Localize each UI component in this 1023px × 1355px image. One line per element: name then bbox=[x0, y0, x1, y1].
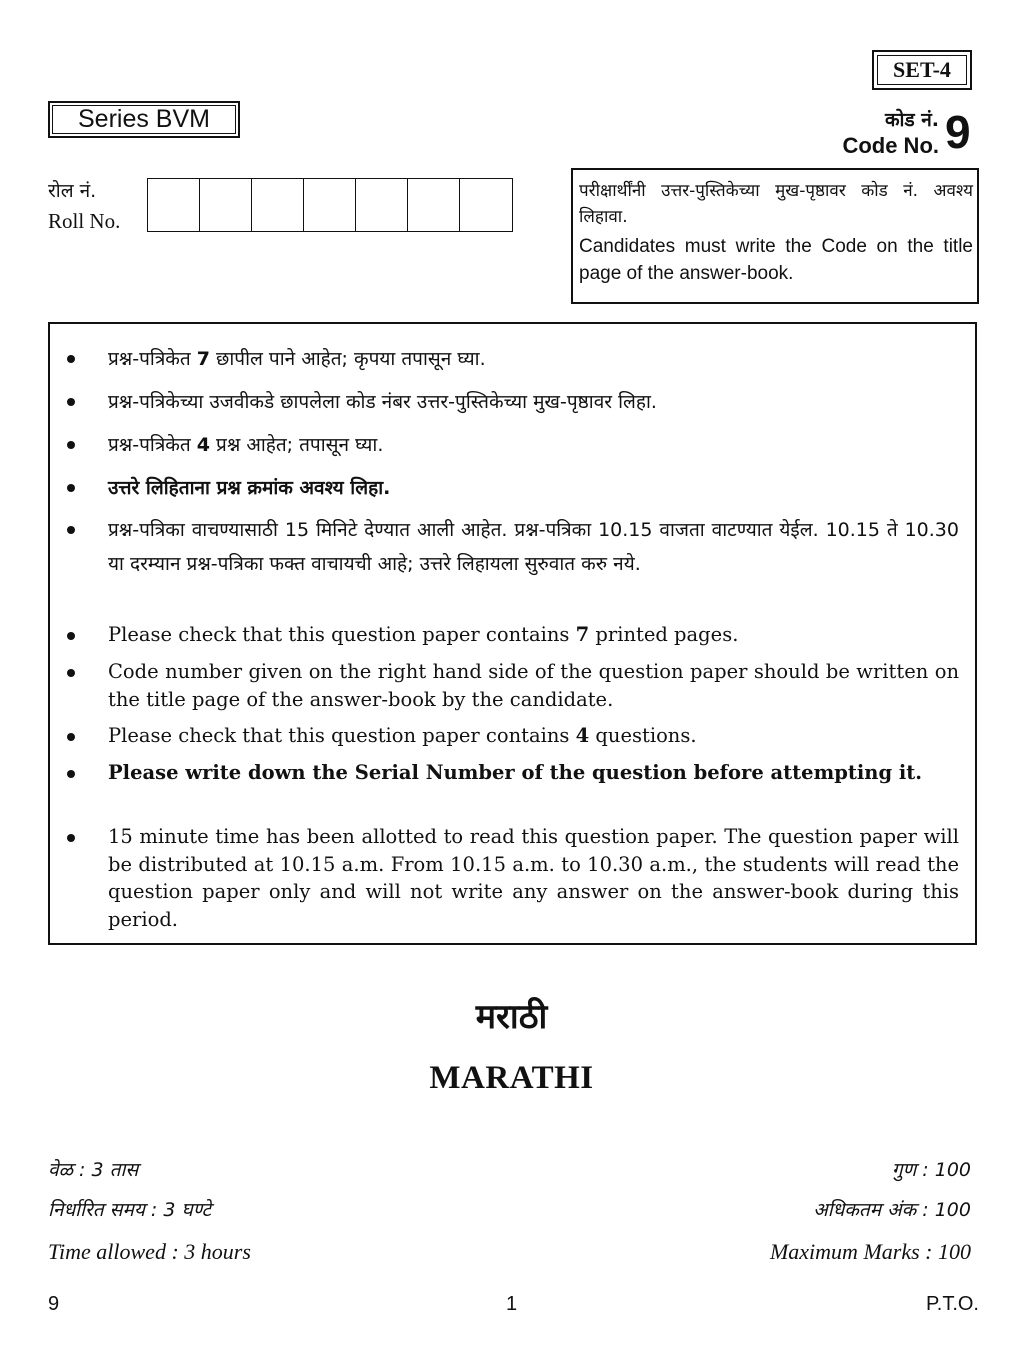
instruction-text bbox=[108, 621, 959, 649]
bullet-icon bbox=[67, 770, 75, 778]
roll-number-grid[interactable] bbox=[147, 178, 513, 232]
instruction-text: Please write down the Serial Number of the question before attempting it. bbox=[108, 761, 923, 784]
time-marathi-1: वेळ : 3 तास bbox=[48, 1159, 139, 1181]
instruction-text: प्रश्न-पत्रिका वाचण्यासाठी 15 मिनिटे देण्यात आली आहेत. प्रश्न-पत्रिका 10.15 वाजता वाटण्यात येईल. 10.15 ते 10.30 या दरम्यान प्रश्न-पत्रिका फक्त वाचायची आहे; उत्तरे लिहायला सुरुवात करु नये. bbox=[108, 519, 959, 575]
marks-marathi-1: गुण : 100 bbox=[891, 1159, 971, 1181]
roll-label-english: Roll No. bbox=[48, 209, 121, 233]
instruction-text-part: छापील पाने आहेत; कृपया तपासून घ्या. bbox=[210, 348, 486, 370]
instruction-text: Code number given on the right hand side of the question paper should be written on the title page of the answer-book by the candidate. bbox=[108, 660, 959, 711]
series-label: Series BVM bbox=[52, 105, 236, 134]
instruction-text-part: printed pages. bbox=[589, 623, 739, 646]
roll-cell[interactable] bbox=[356, 179, 408, 231]
instruction-text-part: प्रश्न-पत्रिकेत bbox=[108, 434, 197, 456]
bullet-icon bbox=[67, 669, 75, 677]
roll-cell[interactable] bbox=[408, 179, 460, 231]
instruction-text-part: Please check that this question paper contains bbox=[108, 724, 576, 747]
instruction-text-part: प्रश्न-पत्रिकेत bbox=[108, 348, 197, 370]
bullet-icon bbox=[67, 484, 75, 492]
roll-cell[interactable] bbox=[460, 179, 512, 231]
marks-marathi-2: अधिकतम अंक : 100 bbox=[813, 1199, 971, 1221]
instructions-box bbox=[48, 322, 977, 945]
roll-cell[interactable] bbox=[200, 179, 252, 231]
footer-code: 9 bbox=[48, 1293, 60, 1315]
bullet-icon bbox=[67, 632, 75, 640]
instruction-number: 7 bbox=[575, 623, 590, 646]
bullet-icon bbox=[67, 834, 75, 842]
instruction-text: प्रश्न-पत्रिकेच्या उजवीकडे छापलेला कोड नंबर उत्तर-पुस्तिकेच्या मुख-पृष्ठावर लिहा. bbox=[108, 391, 657, 413]
candidate-note-english: Candidates must write the Code on the title page of the answer-book. bbox=[579, 236, 973, 284]
instruction-text-part: Please check that this question paper contains bbox=[108, 623, 576, 646]
maximum-marks: Maximum Marks : 100 bbox=[769, 1239, 971, 1264]
time-marathi-2: निर्धारित समय : 3 घण्टे bbox=[48, 1199, 212, 1221]
instruction-text bbox=[108, 428, 959, 462]
roll-label-marathi: रोल नं. bbox=[48, 180, 97, 202]
pto-label: P.T.O. bbox=[926, 1293, 979, 1315]
bullet-icon bbox=[67, 441, 75, 449]
instruction-number: 4 bbox=[575, 724, 590, 747]
instruction-text: 15 minute time has been allotted to read this question paper. The question paper will be distributed at 10.15 a.m. From 10.15 a.m. to 10.30 a.m., the students will read the question paper only and will not write any answer on the answer-book during this period. bbox=[108, 825, 959, 931]
code-number: 9 bbox=[945, 106, 971, 158]
instruction-text bbox=[108, 722, 959, 750]
set-label-box bbox=[872, 50, 972, 90]
bullet-icon bbox=[67, 526, 75, 534]
instruction-text-part: questions. bbox=[589, 724, 697, 747]
subject-title-marathi: मराठी bbox=[475, 997, 548, 1037]
time-allowed: Time allowed : 3 hours bbox=[48, 1239, 251, 1264]
roll-cell[interactable] bbox=[304, 179, 356, 231]
subject-title-english: MARATHI bbox=[429, 1060, 594, 1096]
instruction-text: उत्तरे लिहिताना प्रश्न क्रमांक अवश्य लिहा. bbox=[108, 477, 391, 499]
series-label-box bbox=[48, 101, 240, 138]
roll-cell[interactable] bbox=[252, 179, 304, 231]
candidate-note-box bbox=[571, 168, 979, 304]
code-label-english: Code No. bbox=[842, 133, 939, 158]
code-label-marathi: कोड नं. bbox=[884, 109, 939, 131]
instruction-text-part: प्रश्न आहेत; तपासून घ्या. bbox=[210, 434, 384, 456]
instruction-number: 4 bbox=[196, 434, 210, 456]
bullet-icon bbox=[67, 355, 75, 363]
page-number: 1 bbox=[505, 1293, 518, 1315]
roll-cell[interactable] bbox=[148, 179, 200, 231]
instruction-number: 7 bbox=[196, 348, 210, 370]
instruction-text bbox=[108, 342, 959, 376]
set-label: SET-4 bbox=[877, 55, 967, 85]
bullet-icon bbox=[67, 733, 75, 741]
bullet-icon bbox=[67, 398, 75, 406]
candidate-note-marathi: परीक्षार्थींनी उत्तर-पुस्तिकेच्या मुख-पृष्ठावर कोड नं. अवश्य लिहावा. bbox=[579, 181, 973, 227]
